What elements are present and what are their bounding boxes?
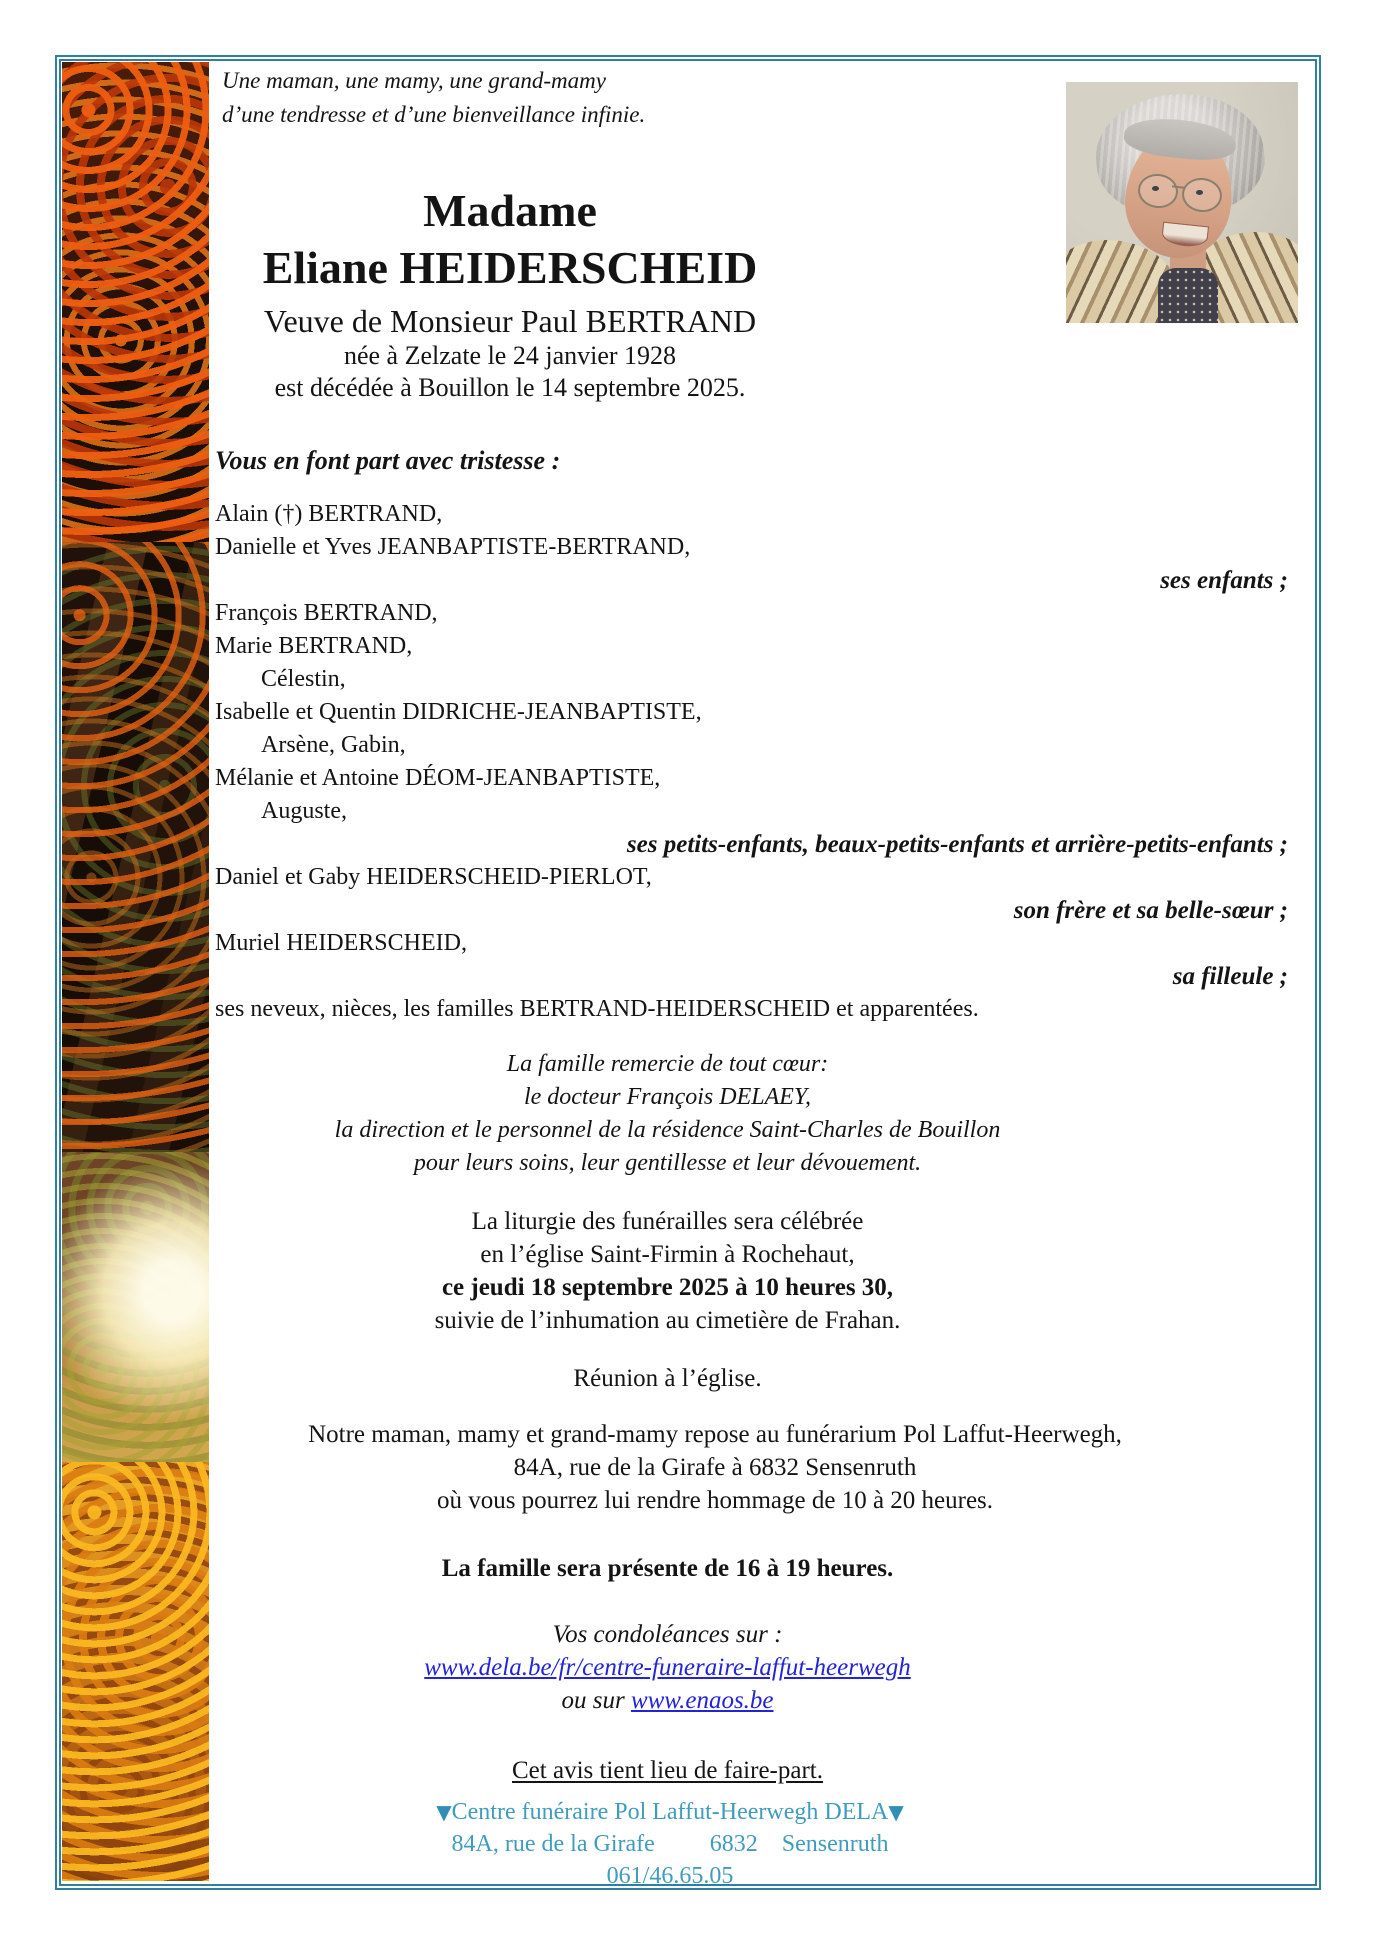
repose-paragraph [215,1418,1215,1517]
liturgy-line: en l’église Saint-Firmin à Rochehaut, [480,1241,855,1268]
condolences-block [215,1618,1120,1717]
repose-line: Notre maman, mamy et grand-mamy repose au funérarium Pol Laffut-Heerwegh, [308,1421,1122,1448]
funeral-home-line [215,1796,1125,1828]
family-name-grandchild: Auguste, [261,798,347,824]
autumn-fallen-leaves [62,1462,209,1881]
thanks-line: La famille remercie de tout cœur: [506,1051,829,1077]
relation-label-goddaughter: sa filleule ; [1172,963,1288,990]
family-name: Alain (†) BERTRAND, [215,501,443,527]
family-name-grandchild: Arsène, Gabin, [261,732,406,758]
thanks-line: le docteur François DELAEY, [523,1084,812,1110]
thanks-paragraph [215,1048,1120,1180]
family-presence-note: La famille sera présente de 16 à 19 heures. [441,1555,894,1582]
portrait-eye-left [1152,186,1159,191]
family-name: Danielle et Yves JEANBAPTISTE-BERTRAND, [215,534,691,560]
liturgy-paragraph [215,1205,1120,1337]
family-name-grandchild: Célestin, [261,666,346,692]
deceased-header [210,182,810,404]
thanks-line: pour leurs soins, leur gentillesse et leur dévouement. [413,1150,922,1176]
repose-line: où vous pourrez lui rendre hommage de 10 à 20 heures. [436,1487,994,1514]
relation-label-grandchildren: ses petits-enfants, beaux-petits-enfants et arrière-petits-enfants ; [626,831,1288,858]
repose-line: 84A, rue de la Girafe à 6832 Sensenruth [513,1454,917,1481]
liturgy-line: La liturgie des funérailles sera célébrée [471,1208,864,1235]
autumn-foliage-top [62,62,209,542]
autumn-tree-trunks [62,542,209,1152]
dela-condolence-link[interactable]: www.dela.be/fr/centre-funeraire-laffut-heerwegh [424,1654,911,1681]
or-prefix: ou sur [561,1687,631,1714]
reunion-note: Réunion à l’église. [573,1365,762,1392]
widow-of: Veuve de Monsieur Paul BERTRAND [263,303,757,339]
portrait-eye-right [1196,190,1203,195]
announcement-intro: Vous en font part avec tristesse : [215,446,561,475]
portrait-blouse [1158,268,1218,323]
funeral-home-postal: 6832 [709,1831,758,1857]
autumn-sunlight-glow [62,1152,209,1462]
autumn-forest-photo [62,62,209,1881]
family-extended: ses neveux, nièces, les familles BERTRAND-HEIDERSCHEID et apparentées. [215,996,979,1022]
deceased-name: Eliane HEIDERSCHEID [262,242,758,293]
funeral-home-street: 84A, rue de la Girafe [451,1831,655,1857]
family-name: Mélanie et Antoine DÉOM-JEANBAPTISTE, [215,765,661,791]
birth-info: née à Zelzate le 24 janvier 1928 [343,341,677,370]
family-name: Muriel HEIDERSCHEID, [215,930,467,956]
dela-triangle-left-icon: ▼ [436,1800,452,1824]
relation-label-brother: son frère et sa belle-sœur ; [1013,897,1288,924]
family-list [215,498,1288,1026]
funeral-date-time: ce jeudi 18 septembre 2025 à 10 heures 30, [441,1274,894,1301]
funeral-home-address [215,1828,1125,1860]
funeral-home-phone: 061/46.65.05 [606,1863,734,1889]
condolences-intro: Vos condoléances sur : [552,1621,783,1648]
epigraph-line2: d’une tendresse et d’une bienveillance infinie. [222,102,646,127]
dela-triangle-right-icon: ▼ [888,1800,904,1824]
portrait-photo [1066,82,1298,323]
faire-part-notice-text: Cet avis tient lieu de faire-part. [512,1757,823,1784]
funeral-home-footer [215,1796,1125,1892]
title-madame: Madame [423,185,597,236]
liturgy-line: suivie de l’inhumation au cimetière de Frahan. [434,1307,901,1334]
relation-label-children: ses enfants ; [1160,567,1288,594]
family-name: Daniel et Gaby HEIDERSCHEID-PIERLOT, [215,864,652,890]
enaos-link[interactable]: www.enaos.be [630,1687,774,1714]
funeral-home-city: Sensenruth [781,1831,889,1857]
epigraph-line1: Une maman, une mamy, une grand-mamy [222,68,606,93]
family-name: Marie BERTRAND, [215,633,413,659]
faire-part-notice [215,1754,1120,1787]
epigraph [222,64,862,132]
funeral-home-name: Centre funéraire Pol Laffut-Heerwegh DELA [451,1799,889,1825]
death-info: est décédée à Bouillon le 14 septembre 2025. [274,373,746,402]
thanks-line: la direction et le personnel de la résidence Saint-Charles de Bouillon [334,1117,1001,1143]
family-name: François BERTRAND, [215,600,438,626]
family-name: Isabelle et Quentin DIDRICHE-JEANBAPTISTE, [215,699,702,725]
